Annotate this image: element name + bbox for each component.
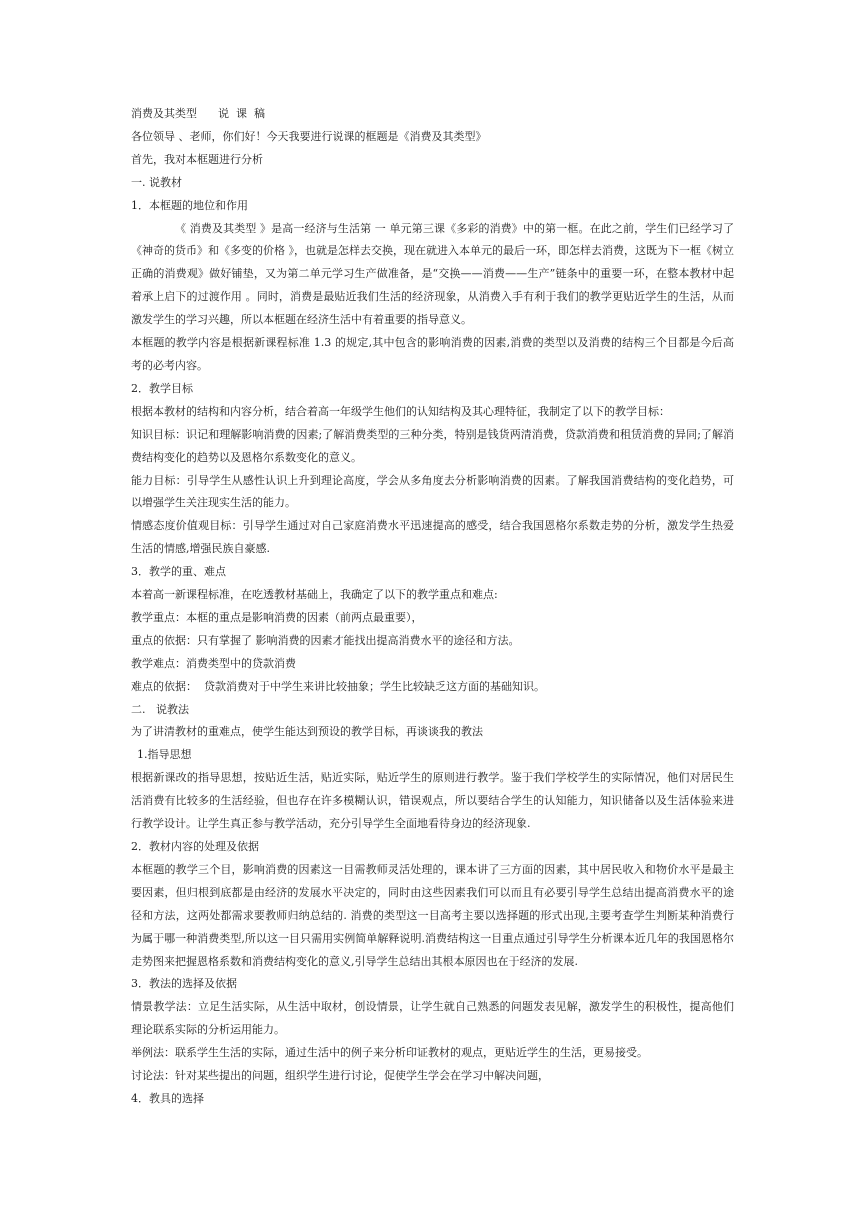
paragraph-emotion-objective: 情感态度价值观目标：引导学生通过对自己家庭消费水平迅速提高的感受，结合我国恩格尔系数走势的分析，激发学生热爱生活的情感,增强民族自豪感. [131,519,734,556]
intro-line: 首先，我对本框题进行分析 [131,152,263,166]
paragraph-curriculum-standard: 本框题的教学内容是根据新课程标准 1.3 的规定,其中包含的影响消费的因素,消费的类型以及消费的结构三个目都是今后高考的必考内容。 [131,336,734,372]
greeting-line: 各位领导 、老师，你们好！今天我要进行说课的框题是《消费及其类型》 [131,129,487,143]
paragraph-methods-intro: 为了讲清教材的重难点，使学生能达到预设的教学目标，再谈谈我的教法 [131,725,483,739]
paragraph-teaching-focus: 教学重点：本框的重点是影响消费的因素（前两点最重要）， [131,610,423,624]
section-heading-2: 二. 说教法 [131,702,189,716]
section-heading-1: 一. 说教材 [131,175,182,189]
paragraph-focus-basis: 重点的依据：只有掌握了 影响消费的因素才能找出提高消费水平的途径和方法。 [131,633,520,647]
paragraph-teaching-difficulty: 教学难点：消费类型中的贷款消费 [131,656,296,670]
subsection-heading-2-2: 2．教材内容的处理及依据 [131,840,259,853]
paragraph-status-role: 《 消费及其类型 》是高一经济与生活第 一 单元第三课《多彩的消费》中的第一框。在此之前，学生们已经学习了《神奇的货币》和《多变的价格 》，也就是怎样去交换，现在就进入本单元的最后一环，即怎样去消费，这既为下一框《树立正确的消费观》做好铺垫，又为第二单元学习生产做准备，是“交换——消费——生产”链条中的重要一环，在整本教材中起着承上启下的过渡作用 。同时，消费是最贴近我们生活的经济现象，从消费入手有利于我们的教学更贴近学生的生活，从而激发学生的学习兴趣，所以本框题在经济生活中有着重要的指导意义。 [131,221,734,327]
paragraph-guiding-idea: 根据新课改的指导思想，按贴近生活，贴近实际，贴近学生的原则进行教学。鉴于我们学校学生的实际情况，他们对居民生活消费有比较多的生活经验，但也存在许多模糊认识，错误观点，所以要结合学生的认知能力，知识储备以及生活体验来进行教学设计。让学生真正参与教学活动，充分引导学生全面地看待身边的经济现象. [131,771,734,831]
document-body [131,103,734,1111]
paragraph-key-points-intro: 本着高一新课程标准，在吃透教材基础上，我确定了以下的教学重点和难点: [131,588,498,602]
paragraph-example-method: 举例法：联系学生生活的实际，通过生活中的例子来分析印证教材的观点，更贴近学生的生活，更易接受。 [131,1046,648,1060]
subsection-heading-1-2: 2．教学目标 [131,381,193,395]
paragraph-knowledge-objective: 知识目标：识记和理解影响消费的因素;了解消费类型的三种分类，特别是钱货两清消费，贷款消费和租赁消费的异同;了解消费结构变化的趋势以及恩格尔系数变化的意义。 [131,427,734,464]
subsection-heading-2-1: 1.指导思想 [137,748,192,762]
subsection-heading-1-3: 3．教学的重、难点 [131,565,226,579]
subsection-heading-1-1: 1．本框题的地位和作用 [131,198,248,212]
subsection-heading-2-3: 3．教法的选择及依据 [131,977,237,991]
paragraph-content-handling: 本框题的教学三个目，影响消费的因素这一目需教师灵活处理的，课本讲了三方面的因素，其中居民收入和物价水平是最主要因素，但归根到底都是由经济的发展水平决定的，同时由这些因素我们可以而且有必要引导学生总结出提高消费水平的途径和方法，这两处都需求要教师归纳总结的. 消费的类型这一目高考主要以选择题的形式出现,主要考查学生判断某种消费行为属于哪一种消费类型,所以这一目只需用实例简单解释说明.消费结构这一目重点通过引导学生分析课本近几年的我国恩格尔走势图来把握恩格系数和消费结构变化的意义,引导学生总结出其根本原因也在于经济的发展. [131,862,734,968]
paragraph-difficulty-basis: 难点的依据： 贷款消费对于中学生来讲比较抽象；学生比较缺乏这方面的基础知识。 [131,679,545,693]
document-title: 消费及其类型 说 课 稿 [131,107,265,120]
subsection-heading-2-4: 4．教具的选择 [131,1091,204,1105]
paragraph-scenario-method: 情景教学法：立足生活实际，从生活中取材，创设情景，让学生就自己熟悉的问题发表见解，激发学生的积极性，提高他们理论联系实际的分析运用能力。 [131,1000,734,1037]
paragraph-objectives-intro: 根据本教材的结构和内容分析，结合着高一年级学生他们的认知结构及其心理特征，我制定了以下的教学目标： [131,404,670,418]
paragraph-ability-objective: 能力目标：引导学生从感性认识上升到理论高度，学会从多角度去分析影响消费的因素。了解我国消费结构的变化趋势，可以增强学生关注现实生活的能力。 [131,473,734,510]
paragraph-discussion-method: 讨论法：针对某些提出的问题，组织学生进行讨论，促使学生学会在学习中解决问题， [131,1069,549,1083]
